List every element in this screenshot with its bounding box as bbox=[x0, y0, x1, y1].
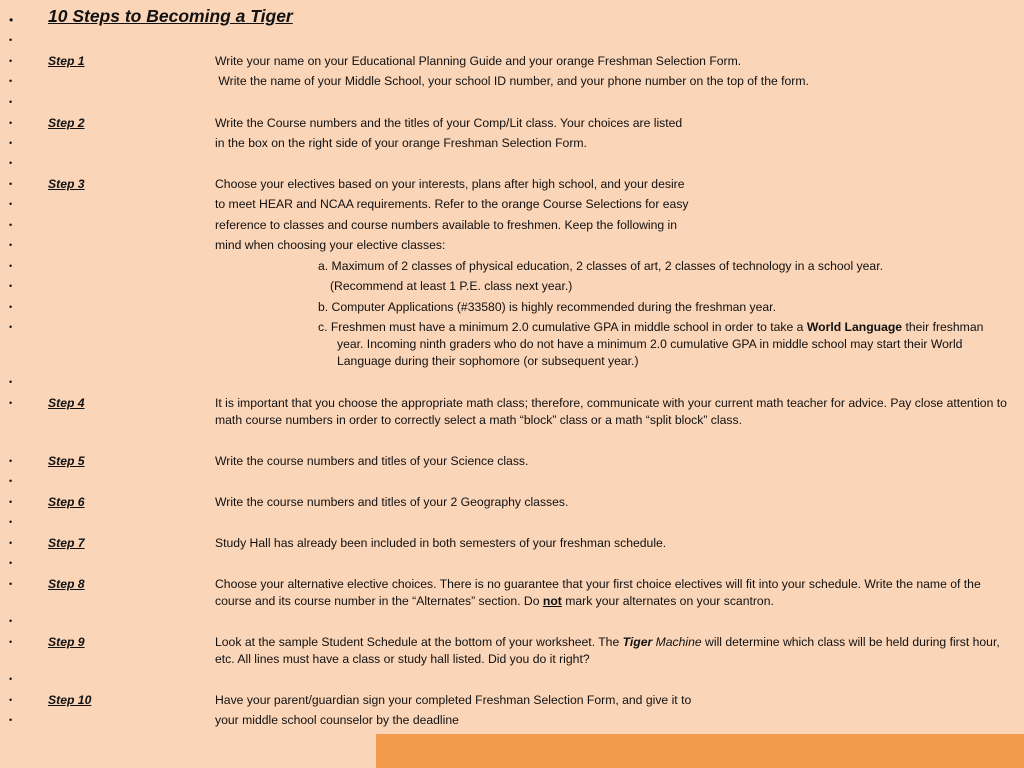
step-8-text-pre: Choose your alternative elective choices. There is no guarantee that your first choice electives will fit into your schedule. Write the name of the course and its course number in the “Alternates” section. Do bbox=[215, 577, 981, 608]
bullet-icon: • bbox=[9, 118, 13, 128]
accent-bar bbox=[376, 734, 1024, 768]
step-4-text: It is important that you choose the appropriate math class; therefore, communicate with your current math teacher for advice. Pay close attention to math course numbers in order to correctly select a math “block” class or a math “split block” class. bbox=[215, 396, 1007, 427]
step-7-text: Study Hall has already been included in both semesters of your freshman schedule. bbox=[215, 536, 667, 550]
step-5-label: Step 5 bbox=[48, 454, 85, 468]
step-3-label: Step 3 bbox=[48, 177, 85, 191]
step-1-line-2: Write the name of your Middle School, your school ID number, and your phone number on the top of the form. bbox=[215, 74, 809, 88]
step-5-text: Write the course numbers and titles of your Science class. bbox=[215, 454, 529, 468]
step-9-text-pre: Look at the sample Student Schedule at the bottom of your worksheet. The bbox=[215, 635, 623, 649]
bullet-icon: • bbox=[9, 476, 13, 486]
bullet-icon: • bbox=[9, 579, 13, 589]
not-emphasis: not bbox=[542, 594, 562, 608]
bullet-icon: • bbox=[9, 97, 13, 107]
world-language-term: World Language bbox=[806, 320, 903, 334]
bullet-icon: • bbox=[9, 76, 13, 86]
step-3-item-a: a. Maximum of 2 classes of physical education, 2 classes of art, 2 classes of technology in a school year. bbox=[318, 259, 883, 273]
step-3-item-c-pre: c. Freshmen must have a minimum 2.0 cumulative GPA in middle school in order to take a bbox=[318, 320, 807, 334]
step-10-line-1: Have your parent/guardian sign your completed Freshman Selection Form, and give it to bbox=[215, 693, 692, 707]
step-2-line-2: in the box on the right side of your orange Freshman Selection Form. bbox=[215, 136, 587, 150]
bullet-icon: • bbox=[9, 674, 13, 684]
bullet-icon: • bbox=[9, 13, 14, 27]
bullet-icon: • bbox=[9, 497, 13, 507]
step-3-item-b: b. Computer Applications (#33580) is highly recommended during the freshman year. bbox=[318, 300, 776, 314]
bullet-icon: • bbox=[9, 398, 13, 408]
bullet-icon: • bbox=[9, 56, 13, 66]
bullet-icon: • bbox=[9, 220, 13, 230]
bullet-icon: • bbox=[9, 377, 13, 387]
step-8-text-post: mark your alternates on your scantron. bbox=[561, 594, 774, 608]
bullet-icon: • bbox=[9, 456, 13, 466]
bullet-icon: • bbox=[9, 715, 13, 725]
step-3-line-3: reference to classes and course numbers available to freshmen. Keep the following in bbox=[215, 218, 678, 232]
bullet-icon: • bbox=[9, 558, 13, 568]
step-1-line-1: Write your name on your Educational Planning Guide and your orange Freshman Selection Form. bbox=[215, 54, 742, 68]
bullet-icon: • bbox=[9, 302, 13, 312]
tiger-word: Tiger bbox=[622, 635, 653, 649]
step-3-line-1: Choose your electives based on your interests, plans after high school, and your desire bbox=[215, 177, 685, 191]
bullet-icon: • bbox=[9, 538, 13, 548]
bullet-icon: • bbox=[9, 158, 13, 168]
bullet-icon: • bbox=[9, 281, 13, 291]
step-10-label: Step 10 bbox=[48, 693, 92, 707]
bullet-icon: • bbox=[9, 616, 13, 626]
step-2-label: Step 2 bbox=[48, 116, 85, 130]
step-4-label: Step 4 bbox=[48, 396, 85, 410]
page-title: 10 Steps to Becoming a Tiger bbox=[48, 6, 293, 26]
machine-word: Machine bbox=[652, 635, 702, 649]
step-6-label: Step 6 bbox=[48, 495, 85, 509]
bullet-icon: • bbox=[9, 240, 13, 250]
bullet-icon: • bbox=[9, 199, 13, 209]
step-8-text bbox=[215, 576, 1012, 610]
step-3-item-a-note: (Recommend at least 1 P.E. class next year.) bbox=[330, 279, 573, 293]
step-1-label: Step 1 bbox=[48, 54, 85, 68]
step-6-text: Write the course numbers and titles of your 2 Geography classes. bbox=[215, 495, 569, 509]
bullet-icon: • bbox=[9, 322, 13, 332]
step-3-item-c bbox=[318, 319, 1010, 370]
step-2-line-1: Write the Course numbers and the titles of your Comp/Lit class. Your choices are listed bbox=[215, 116, 683, 130]
step-3-line-4: mind when choosing your elective classes: bbox=[215, 238, 446, 252]
step-10-line-2: your middle school counselor by the deadline bbox=[215, 713, 459, 727]
bullet-icon: • bbox=[9, 179, 13, 189]
bullet-icon: • bbox=[9, 261, 13, 271]
step-9-text-post: will determine which class will be held during first hour, etc. All lines must have a class or study hall listed. Did you do it right? bbox=[215, 635, 1000, 666]
bullet-icon: • bbox=[9, 695, 13, 705]
step-7-label: Step 7 bbox=[48, 536, 85, 550]
step-3-line-2: to meet HEAR and NCAA requirements. Refer to the orange Course Selections for easy bbox=[215, 197, 689, 211]
step-9-label: Step 9 bbox=[48, 635, 85, 649]
bullet-icon: • bbox=[9, 517, 13, 527]
bullet-icon: • bbox=[9, 35, 13, 45]
step-9-text bbox=[215, 634, 1012, 668]
step-8-label: Step 8 bbox=[48, 577, 85, 591]
bullet-icon: • bbox=[9, 138, 13, 148]
bullet-icon: • bbox=[9, 637, 13, 647]
step-3-item-c-post: their freshman year. Incoming ninth graders who do not have a minimum 2.0 cumulative GPA in middle school may start their World Language during their sophomore (or subsequent year.) bbox=[337, 320, 984, 368]
